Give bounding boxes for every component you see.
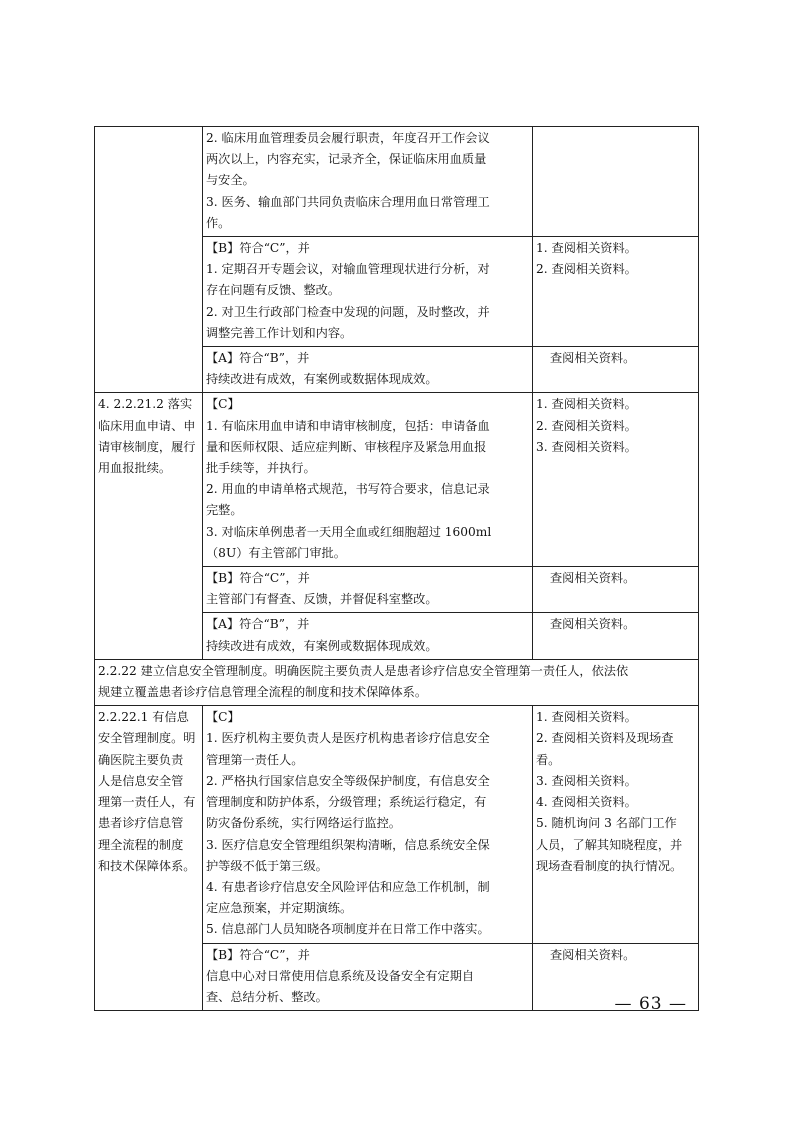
text-line: 患者诊疗信息管 <box>98 816 184 831</box>
text-line: 与安全。 <box>206 173 255 188</box>
text-line: 安全管理制度。明 <box>98 731 196 746</box>
text-line: 【B】符合“C”，并 <box>206 947 310 962</box>
item-cell <box>95 706 203 1011</box>
text-line: 2. 严格执行国家信息安全等级保护制度，有信息安全 <box>206 773 490 788</box>
text-line: 3. 查阅相关资料。 <box>536 439 637 454</box>
text-line: 规建立覆盖患者诊疗信息管理全流程的制度和技术保障体系。 <box>98 685 428 700</box>
text-line: 【C】 <box>206 710 240 725</box>
item-cell <box>95 393 203 659</box>
text-line: 和技术保障体系。 <box>98 858 196 873</box>
text-line: 【B】符合“C”，并 <box>206 571 310 586</box>
table-row <box>95 659 699 705</box>
text-line: 1. 医疗机构主要负责人是医疗机构患者诊疗信息安全 <box>206 731 490 746</box>
text-line: 持续改进有成效，有案例或数据体现成效。 <box>206 638 438 653</box>
text-line: （8U）有主管部门审批。 <box>206 545 346 560</box>
text-line: 人是信息安全管 <box>98 773 184 788</box>
method-cell <box>533 567 699 613</box>
text-line: 4. 查阅相关资料。 <box>536 795 637 810</box>
text-line: 3. 医务、输血部门共同负责临床合理用血日常管理工 <box>206 194 490 209</box>
text-line: 看。 <box>536 752 561 767</box>
method-cell <box>533 237 699 347</box>
criteria-cell <box>203 237 533 347</box>
text-line: 批手续等，并执行。 <box>206 461 316 476</box>
text-line: 两次以上，内容充实，记录齐全，保证临床用血质量 <box>206 152 487 167</box>
text-line: 2. 对卫生行政部门检查中发现的问题，及时整改，并 <box>206 304 490 319</box>
text-line: 存在问题有反馈、整改。 <box>206 283 341 298</box>
text-line: 5. 信息部门人员知晓各项制度并在日常工作中落实。 <box>206 922 490 937</box>
criteria-cell <box>203 393 533 567</box>
text-line: 查阅相关资料。 <box>550 617 636 632</box>
method-cell <box>533 127 699 237</box>
method-cell <box>533 706 699 943</box>
text-line: 2. 临床用血管理委员会履行职责，年度召开工作会议 <box>206 131 490 145</box>
table-row <box>95 127 699 237</box>
text-line: 持续改进有成效，有案例或数据体现成效。 <box>206 372 438 387</box>
text-line: 3. 查阅相关资料。 <box>536 773 637 788</box>
text-line: 2. 查阅相关资料。 <box>536 262 637 277</box>
text-line: 查阅相关资料。 <box>550 947 636 962</box>
method-cell <box>533 613 699 659</box>
method-cell <box>533 347 699 393</box>
text-line: 防灾备份系统，实行网络运行监控。 <box>206 816 401 831</box>
text-line: 4. 2.2.21.2 落实 <box>98 397 193 412</box>
text-line: 4. 有患者诊疗信息安全风险评估和应急工作机制，制 <box>206 879 490 894</box>
criteria-cell <box>203 943 533 1011</box>
text-line: 护等级不低于第三级。 <box>206 858 328 873</box>
text-line: 1. 定期召开专题会议，对输血管理现状进行分析，对 <box>206 262 490 277</box>
criteria-cell <box>203 567 533 613</box>
text-line: 1. 查阅相关资料。 <box>536 241 637 256</box>
text-line: 量和医师权限、适应症判断、审核程序及紧急用血报 <box>206 439 487 454</box>
text-line: 定应急预案，并定期演练。 <box>206 901 353 916</box>
text-line: 查阅相关资料。 <box>550 571 636 586</box>
text-line: 人员，了解其知晓程度，并 <box>536 837 683 852</box>
text-line: 查阅相关资料。 <box>550 351 636 366</box>
criteria-cell <box>203 613 533 659</box>
text-line: 5. 随机询问 3 名部门工作 <box>536 816 677 831</box>
text-line: 请审核制度，履行 <box>98 439 196 454</box>
table-row <box>95 393 699 567</box>
method-cell <box>533 393 699 567</box>
text-line: 1. 有临床用血申请和申请审核制度，包括：申请备血 <box>206 418 490 433</box>
text-line: 现场查看制度的执行情况。 <box>536 858 683 873</box>
criteria-cell <box>203 127 533 237</box>
text-line: 信息中心对日常使用信息系统及设备安全有定期自 <box>206 968 475 983</box>
text-line: 查、总结分析、整改。 <box>206 989 328 1004</box>
text-line: 【B】符合“C”，并 <box>206 241 310 256</box>
text-line: 确医院主要负责 <box>98 752 184 767</box>
item-cell <box>95 127 203 393</box>
criteria-cell <box>203 347 533 393</box>
text-line: 3. 对临床单例患者一天用全血或红细胞超过 1600ml <box>206 524 492 539</box>
standards-table <box>94 126 699 1011</box>
page-number: — 63 — <box>614 994 687 1014</box>
text-line: 2. 用血的申请单格式规范，书写符合要求，信息记录 <box>206 482 490 497</box>
text-line: 临床用血申请、申 <box>98 418 196 433</box>
text-line: 用血报批续。 <box>98 461 172 476</box>
text-line: 【C】 <box>206 397 240 412</box>
text-line: 2.2.22 建立信息安全管理制度。明确医院主要负责人是患者诊疗信息安全管理第一责任人，依法依 <box>98 663 629 678</box>
text-line: 完整。 <box>206 503 243 518</box>
text-line: 【A】符合“B”，并 <box>206 617 310 632</box>
criteria-cell <box>203 706 533 943</box>
text-line: 主管部门有督查、反馈，并督促科室整改。 <box>206 592 438 607</box>
text-line: 作。 <box>206 215 231 230</box>
text-line: 管理第一责任人。 <box>206 752 304 767</box>
table-row <box>95 706 699 943</box>
text-line: 2. 查阅相关资料及现场查 <box>536 731 674 746</box>
text-line: 【A】符合“B”，并 <box>206 351 310 366</box>
text-line: 1. 查阅相关资料。 <box>536 710 637 725</box>
text-line: 理第一责任人，有 <box>98 795 196 810</box>
text-line: 3. 医疗信息安全管理组织架构清晰，信息系统安全保 <box>206 837 490 852</box>
text-line: 2. 查阅相关资料。 <box>536 418 637 433</box>
section-heading-cell <box>95 659 699 705</box>
text-line: 管理制度和防护体系，分级管理；系统运行稳定，有 <box>206 795 487 810</box>
text-line: 2.2.22.1 有信息 <box>98 710 189 725</box>
text-line: 理全流程的制度 <box>98 837 184 852</box>
text-line: 调整完善工作计划和内容。 <box>206 325 353 340</box>
text-line: 1. 查阅相关资料。 <box>536 397 637 412</box>
